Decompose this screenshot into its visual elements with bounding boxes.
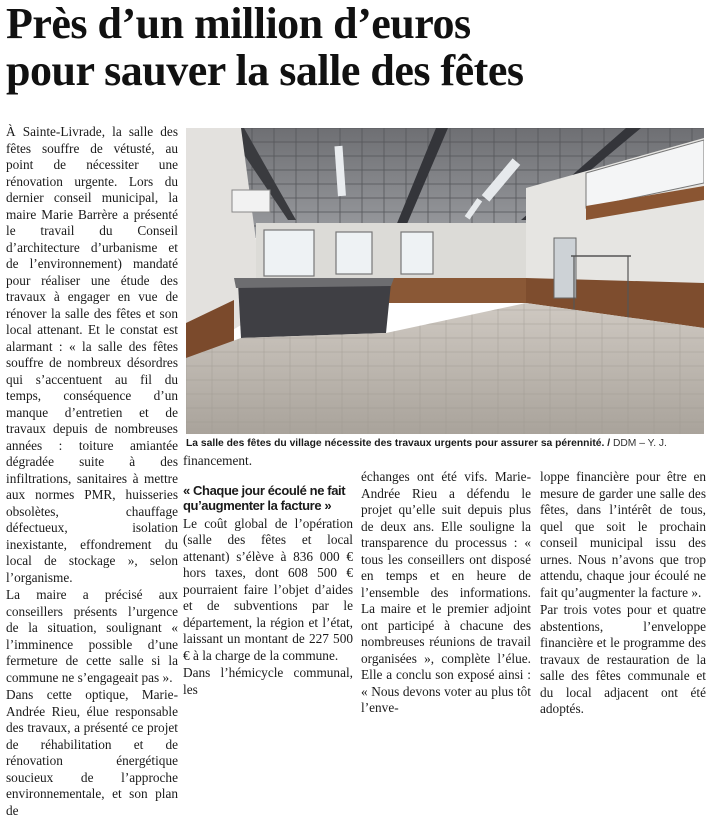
headline — [6, 0, 706, 94]
paragraph: La maire a précisé aux conseillers présents l’urgence de la situation, soulignant « l’imminence possible d’une fermeture de cette salle si la commune ne s’engageait pas ». — [6, 587, 178, 685]
subheading: « Chaque jour écoulé ne fait qu’augmenter la facture » — [183, 482, 346, 513]
paragraph: Dans l’hémicycle communal, les — [183, 665, 353, 697]
photo-salle-des-fetes — [186, 128, 704, 434]
headline-line-2: pour sauver la salle des fêtes — [6, 46, 524, 95]
paragraph: Le coût global de l’opération (salle des fêtes et local attenant) s’élève à 836 000 € hors taxes, dont 608 500 € pourraient faire l’objet d’aides et de subventions par le département, la région et l’état, laissant un montant de 227 500 € à la charge de la commune. — [183, 515, 353, 663]
column-3 — [361, 469, 531, 717]
paragraph: loppe financière pour être en mesure de garder une salle des fêtes, dans l’intérêt de tous, quel que soit le prochain conseil municipal issu des urnes. Nous n’avons que trop attendu, chaque jour écoulé ne fait qu’augmenter la facture ». — [540, 469, 706, 600]
column-4 — [540, 469, 706, 718]
headline-line-1: Près d’un million d’euros — [6, 0, 471, 48]
photo-credit: DDM – Y. J. — [610, 438, 667, 449]
photo-caption — [186, 437, 706, 450]
paragraph: échanges ont été vifs. Marie-Andrée Rieu a défendu le projet qu’elle suit depuis plus de deux ans. Elle souligne la transparence du processus : « tous les conseillers ont disposé en temps et en heure de l’ensemble des informations. La maire et le premier adjoint ont participé à chacune des nombreuses réunions de travail organisées », complète l’élue. Elle a conclu son exposé ainsi : « Nous devons voter au plus tôt l’enve- — [361, 469, 531, 715]
column-2 — [183, 453, 353, 698]
paragraph: financement. — [183, 453, 253, 468]
paragraph: Par trois votes pour et quatre abstentions, l’enveloppe financière et le programme des travaux de restauration de la salle des fêtes communale et du local adjacent ont été adoptés. — [540, 602, 706, 716]
paragraph: À Sainte-Livrade, la salle des fêtes souffre de vétusté, au point de nécessiter une rénovation urgente. Lors du dernier conseil municipal, la maire Marie Barrère a présenté le travail du Conseil d’architecture d’urbanisme et de l’environnement) mandaté pour réaliser une étude des travaux à engager en vue de rénover la salle des fêtes et son local attenant. Et le constat est alarmant : « la salle des fêtes souffre de nombreux désordres qui s’accentuent au fil du temps, conséquence d’un manque d’entretien et de travaux depuis de nombreuses années : toiture amiantée dégradée suite à des infiltrations, sanitaires à mettre aux normes PMR, huisseries obsolètes, chauffage défectueux, isolation inexistante, effondrement du local de stockage », selon l’organisme. — [6, 124, 178, 585]
column-1 — [6, 124, 178, 819]
paragraph: Dans cette optique, Marie-Andrée Rieu, élue responsable des travaux, a présenté ce projet de réhabilitation et de rénovation énergétique soucieux de l’approche environnementale, et son plan de — [6, 687, 178, 818]
caption-text: La salle des fêtes du village nécessite des travaux urgents pour assurer sa pérennité. / — [186, 438, 611, 449]
